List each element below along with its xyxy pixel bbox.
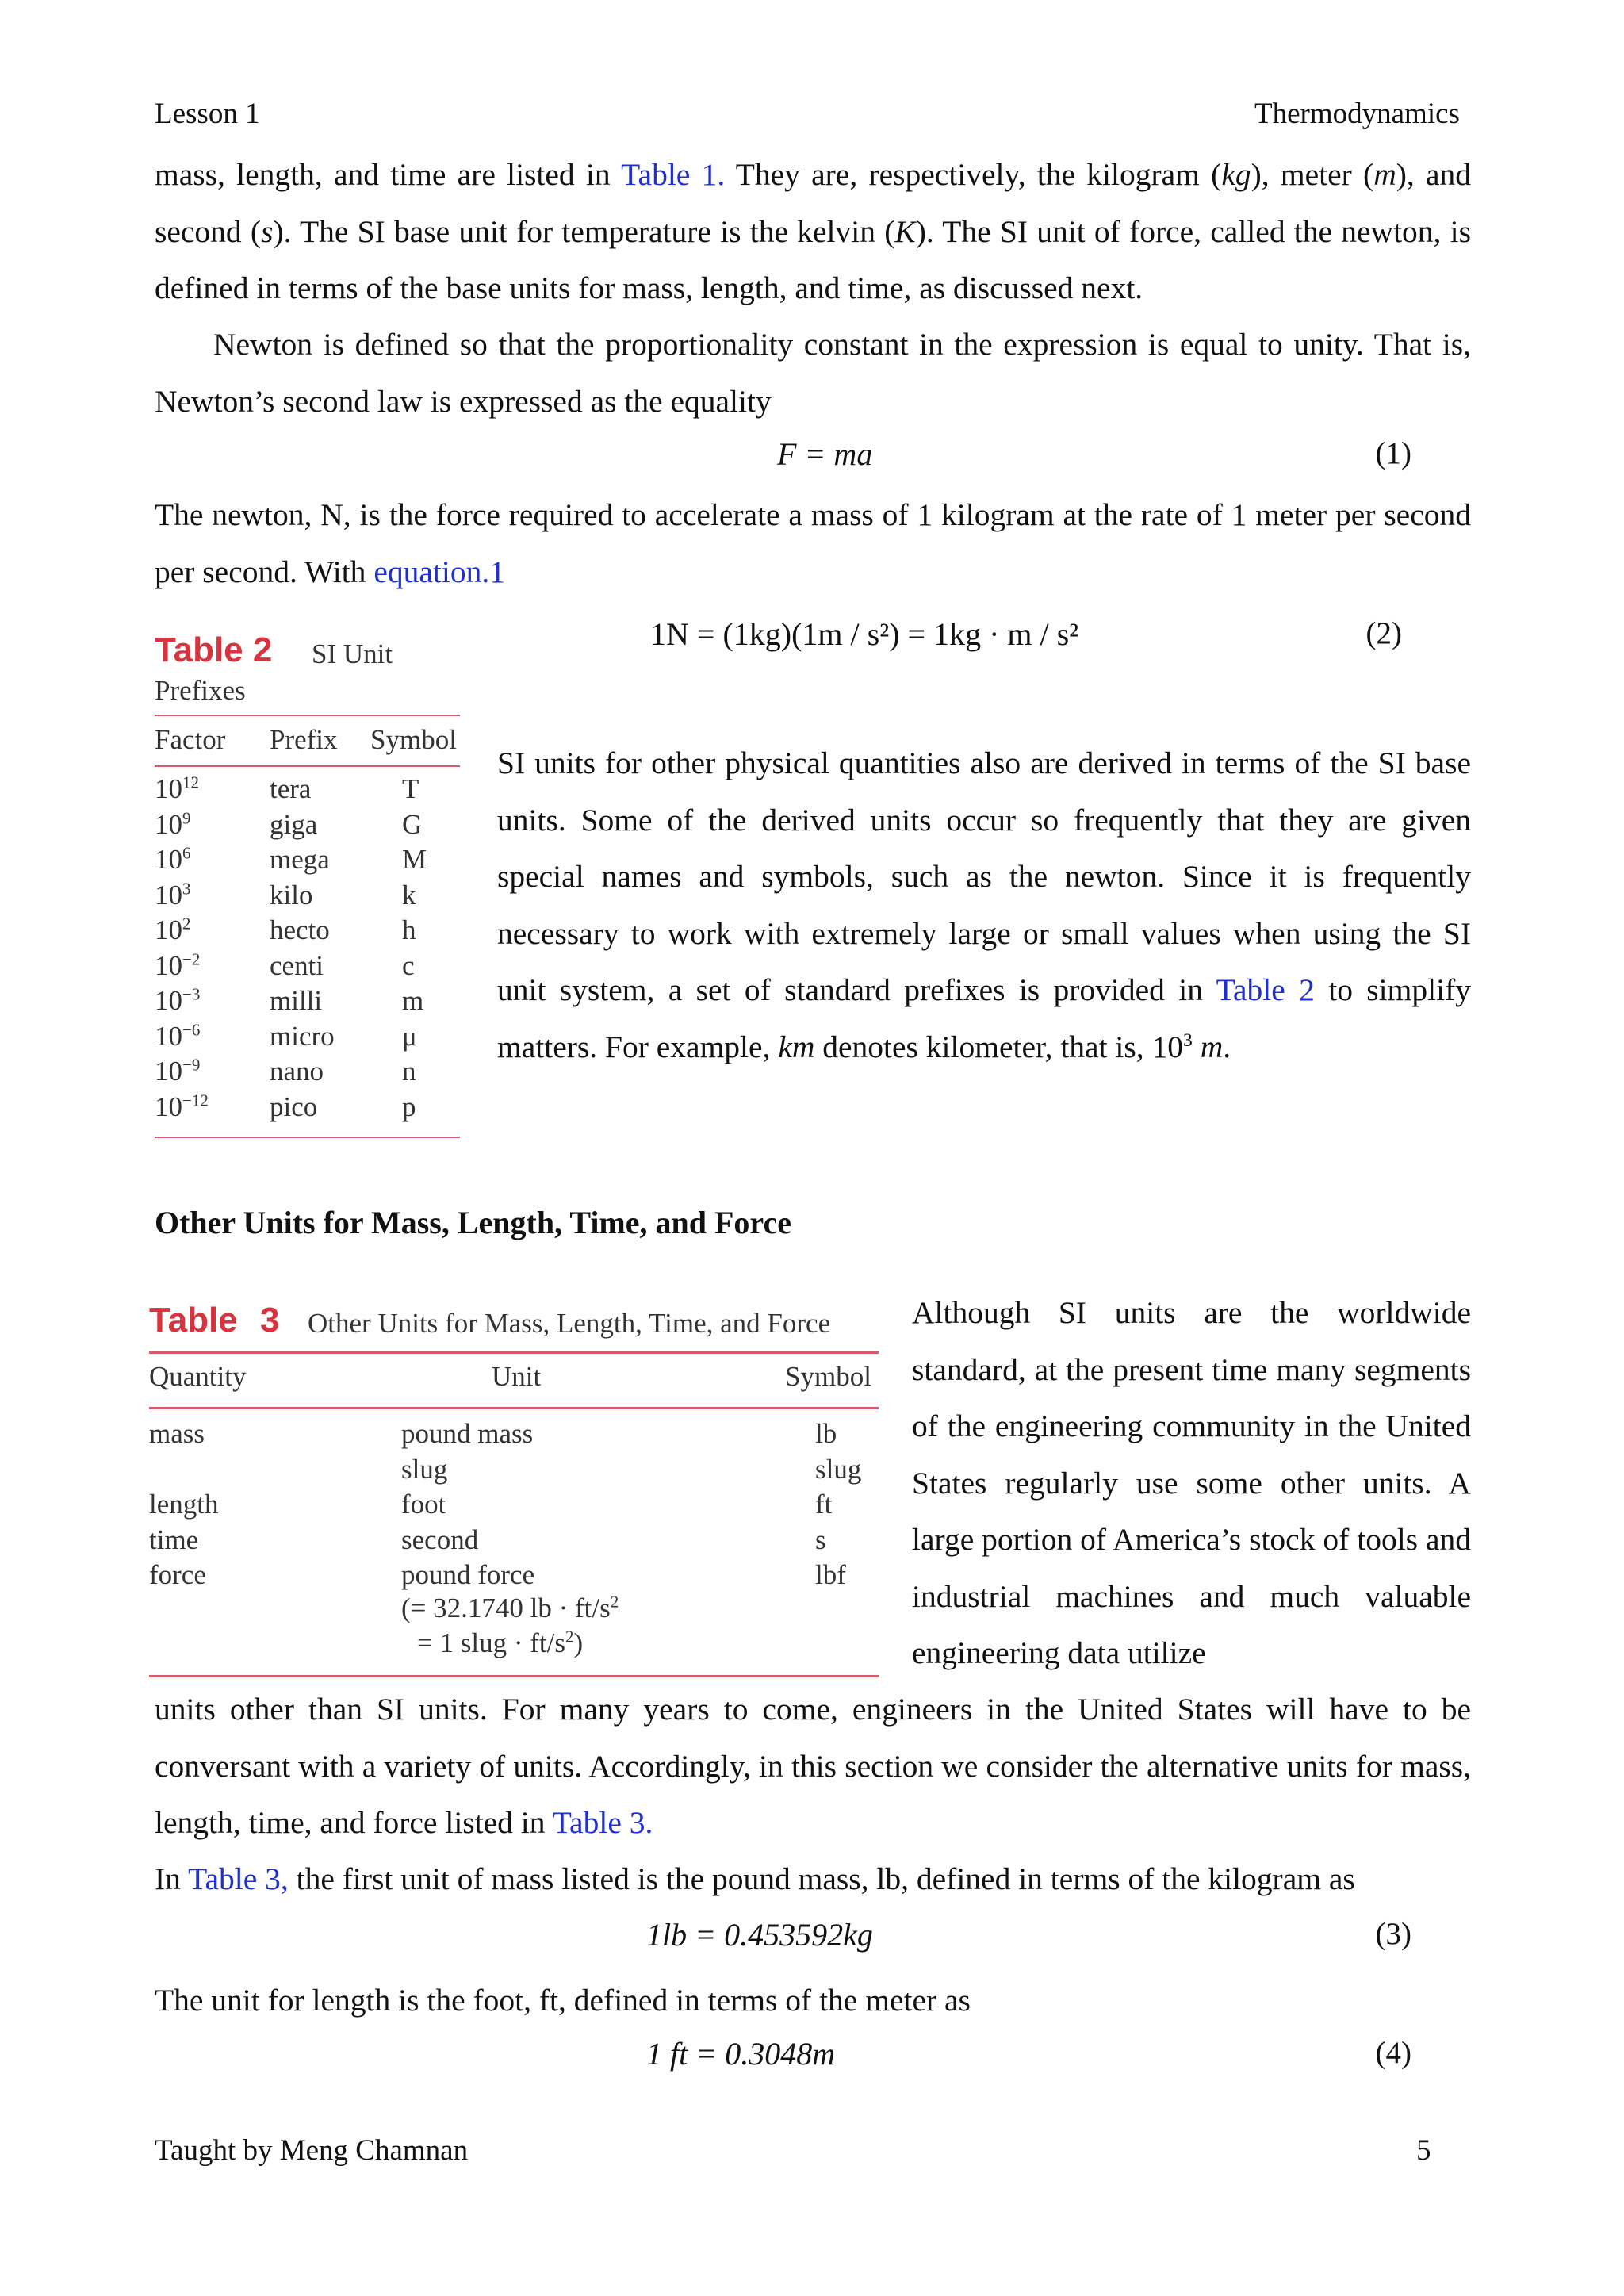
table-2-prefix: pico [270,1091,318,1122]
table-2-prefix: micro [270,1020,335,1052]
table-3-quantity: force [149,1559,206,1590]
equation-1: F = ma [777,436,873,472]
table-3-note-1: (= 32.1740 lb · $ft/s^2$ [401,1592,619,1623]
table-3-unit: foot [401,1489,446,1520]
table-3-header-rule [149,1407,879,1409]
equation-4: 1 ft = 0.3048m [646,2036,836,2072]
table-2-prefix: mega [270,844,330,875]
table-3-symbol: lb [815,1418,837,1449]
table-3-quantity: time [149,1524,199,1555]
paragraph-newton-definition: Newton is defined so that the proportionality constant in the expression is equal to unity. That is, Newton’s second law is expressed as the equality [155,327,1471,419]
table-2-symbol: p [402,1091,416,1122]
table-2-subtitle-2: Prefixes [155,675,246,706]
table-3-symbol: ft [815,1489,833,1520]
table-2-symbol: μ [402,1020,417,1052]
table-3-quantity: mass [149,1418,205,1449]
table-2-factor: $10^2$ [155,914,191,945]
equation-2: 1N = (1kg)(1m / s²) = 1kg · m / s² [650,616,1079,652]
table-2-prefix: giga [270,808,318,840]
paragraph-other-units: Although SI units are the worldwide standard, at the present time many segments of the engineering community in the United States regularly use some other units. A large portion of America’s stock of tools and industrial machines and much valuable engineering data utilize [912,1295,1471,1670]
footer-author: Taught by Meng Chamnan [155,2134,469,2167]
table-2-symbol: h [402,914,416,945]
link-table-3-b[interactable]: Table 3, [188,1861,289,1896]
table-2-factor: $10^{-3}$ [155,984,201,1016]
table-2-header-symbol: Symbol [370,724,457,755]
table-3-title: Table [149,1301,238,1340]
table-2-symbol: G [402,808,423,840]
table-2-factor: $10^9$ [155,807,191,840]
table-2-header-rule [155,765,460,767]
table-3-unit: pound mass [401,1418,534,1449]
equation-1-number: (1) [1375,436,1411,470]
header-lesson: Lesson 1 [155,98,260,130]
paragraph-newton-unit: The newton, N, is the force required to accelerate a mass of 1 kilogram at the rate of 1 meter per second per second. With equation.1 [155,497,1471,589]
table-3-number: 3 [260,1301,280,1340]
table-2-header-factor: Factor [155,724,226,755]
paragraph-alternative-units: units other than SI units. For many years to come, engineers in the United States will have to be conversant with a variety of units. Accordingly, in this section we consider the alternative units for mass, length, time, and force listed in Table 3. [155,1692,1471,1840]
table-3-symbol: lbf [815,1559,846,1590]
table-2-bottom-rule [155,1137,460,1138]
table-2-prefix: tera [270,773,312,804]
equation-2-number: (2) [1365,616,1402,650]
table-2-factor: $10^3$ [155,878,191,910]
table-3-top-rule [149,1351,879,1354]
paragraph-pound-mass: In Table 3, the first unit of mass listed is the pound mass, lb, defined in terms of the kilogram as [155,1861,1355,1896]
link-table-1[interactable]: Table 1. [621,157,726,192]
table-si-prefixes [155,631,460,1138]
paragraph-base-units: mass, length, and time are listed in Table 1. They are, respectively, the kilogram (kg), meter (m), and second (s). The SI base unit for temperature is the kelvin (K). The SI unit of force, called the newton, is defined in terms of the base units for mass, length, and time, as discussed next. [155,157,1472,305]
table-2-prefix: kilo [270,879,313,910]
table-2-symbol: n [402,1056,416,1087]
link-table-2[interactable]: Table 2 [1216,972,1315,1007]
table-2-factor: $10^{-2}$ [155,949,201,981]
table-2-factor: $10^6$ [155,843,191,875]
section-heading: Other Units for Mass, Length, Time, and Force [155,1205,791,1240]
table-2-top-rule [155,715,460,716]
table-2-prefix: hecto [270,914,330,945]
table-2-prefix: centi [270,949,324,981]
paragraph-derived-units: SI units for other physical quantities also are derived in terms of the SI base units. Some of the derived units occur so frequently that they are given special names and symbols, such as the newton. Since it is frequently necessary to work with extremely large or small values when using the SI unit system, a set of standard prefixes is provided in Table 2 to simplify matters. For example, km denotes kilometer, that is, $10^3$ m. [497,746,1471,1064]
equation-3: 1lb = 0.453592kg [646,1917,873,1953]
table-3-bottom-rule [149,1675,879,1677]
table-3-quantity: length [149,1489,219,1520]
table-3-subtitle: Other Units for Mass, Length, Time, and Force [308,1308,831,1339]
table-3-header-unit: Unit [492,1361,542,1392]
table-3-note-2: = 1 slug · $ft/s^2$) [417,1627,584,1658]
equation-4-number: (4) [1375,2036,1411,2070]
table-3-symbol: slug [815,1453,862,1485]
table-other-units [149,1301,879,1681]
header-subject: Thermodynamics [1254,98,1460,130]
table-2-symbol: M [402,844,427,875]
table-3-unit: second [401,1524,479,1555]
table-2-subtitle: SI Unit [312,638,393,669]
table-2-symbol: c [402,949,415,981]
footer-page-number: 5 [1416,2134,1431,2167]
link-table-3[interactable]: Table 3. [552,1805,653,1840]
equation-3-number: (3) [1375,1917,1411,1951]
table-3-unit: slug [401,1453,448,1485]
table-2-factor: $10^{-6}$ [155,1019,201,1052]
table-2-factor: $10^{-12}$ [155,1090,209,1122]
link-equation-1[interactable]: equation.1 [373,554,505,589]
table-3-header-symbol: Symbol [785,1361,871,1392]
table-2-prefix: milli [270,985,323,1016]
paragraph-foot: The unit for length is the foot, ft, defined in terms of the meter as [155,1983,971,2018]
table-3-unit: pound force [401,1559,535,1590]
table-2-factor: $10^{12}$ [155,772,199,804]
table-2-factor: $10^{-9}$ [155,1055,201,1087]
table-2-header-prefix: Prefix [270,724,338,755]
table-3-symbol: s [815,1524,826,1555]
table-3-header-quantity: Quantity [149,1361,247,1392]
table-2-prefix: nano [270,1056,324,1087]
table-2-title: Table 2 [155,631,273,669]
table-2-symbol: T [402,773,419,804]
table-2-symbol: m [402,985,424,1016]
table-2-symbol: k [402,879,416,910]
